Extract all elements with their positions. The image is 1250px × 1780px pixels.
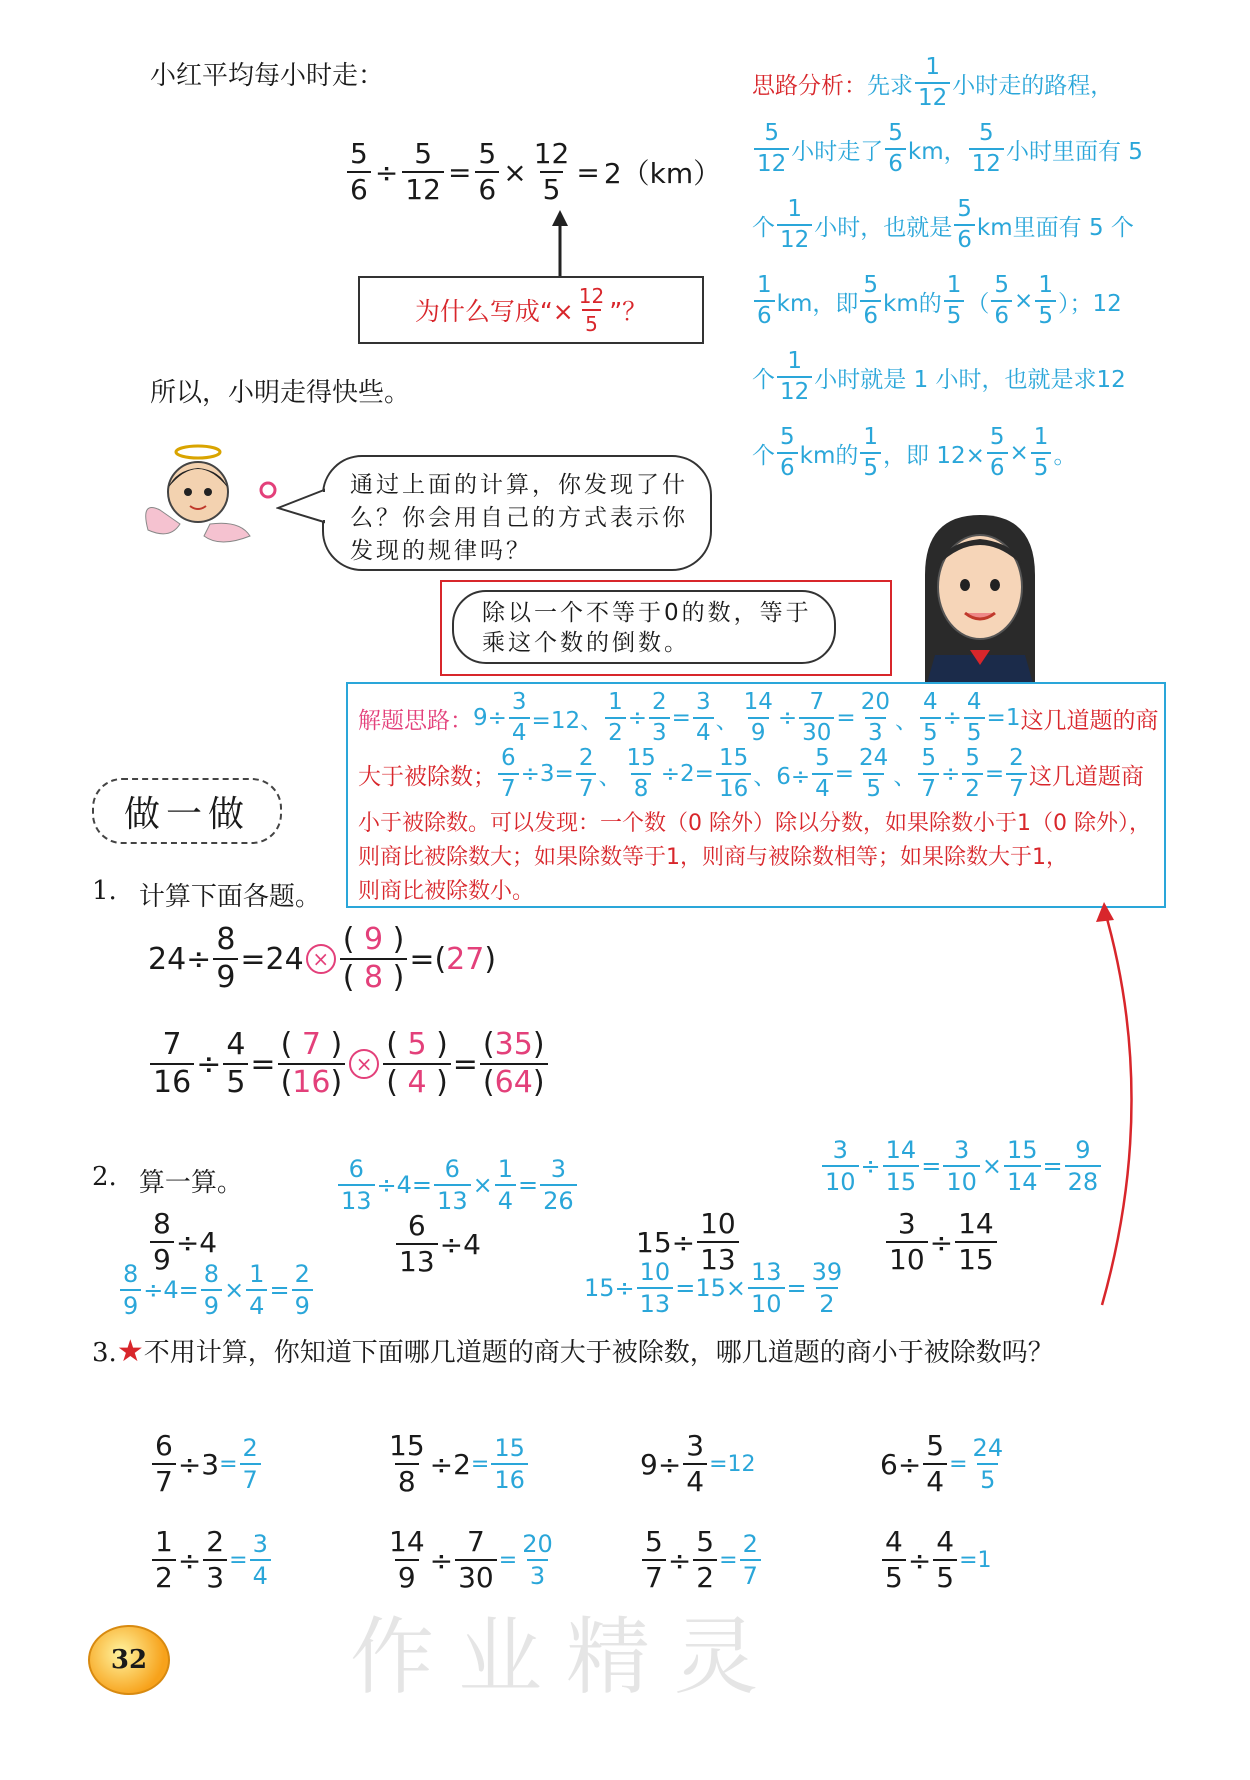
- main-calculation: $\frac{5}{6}$ ÷ $\frac{5}{12}$ = $\frac{5}{6}$ × $\frac{12}{5}$ = 2（km）: [345, 140, 723, 204]
- section-heading-zuoyizuo: 做一做: [92, 778, 282, 844]
- q2-problem-3: 15÷ $\frac{10}{13}$: [636, 1210, 741, 1274]
- question-bubble: 通过上面的计算，你发现了什么？你会用自己的方式表示你发现的规律吗？: [322, 455, 712, 571]
- q2-answer-3: 15÷ $\frac{10}{13}$ =15× $\frac{13}{10}$ = $\frac{39}{2}$: [584, 1258, 843, 1318]
- intro-text: 小红平均每小时走：: [150, 61, 385, 91]
- angel-character-image: [140, 440, 280, 550]
- q3-item-3: 9÷ $\frac{3}{4}$ =12: [640, 1429, 756, 1498]
- q1-part-a: 24÷ $\frac{8}{9}$ =24 × $\frac{( 9 )}{( 8 )}$ =( 27 ): [148, 922, 497, 995]
- q3-item-1: $\frac{6}{7}$ ÷3 = $\frac{2}{7}$: [150, 1432, 263, 1496]
- page-number-badge: [88, 1625, 170, 1695]
- q2-answer-1: $\frac{8}{9}$ ÷4= $\frac{8}{9}$ × $\frac{1}{4}$ = $\frac{2}{9}$: [118, 1262, 315, 1318]
- q1-part-b: $\frac{7}{16}$ ÷ $\frac{4}{5}$ = $\frac{( 7 )}{(16)}$ × $\frac{( 5 )}{( 4 )}$ = $\frac{(35)}{(64)}$: [148, 1030, 550, 1098]
- why-question-box: 为什么写成“× $\frac{12}{5}$ ”？: [358, 276, 704, 344]
- multiply-circle-icon: ×: [349, 1049, 379, 1079]
- bubble-tail: [276, 486, 328, 526]
- q2-answer-2: $\frac{6}{13}$ ÷4= $\frac{6}{13}$ × $\frac{1}{4}$ = $\frac{3}{26}$: [336, 1157, 579, 1213]
- q3-item-8: $\frac{4}{5}$ ÷ $\frac{4}{5}$ =1: [880, 1528, 992, 1592]
- watermark-text: 作业精灵: [350, 1608, 783, 1706]
- question-1: 1. 计算下面各题。: [92, 876, 321, 912]
- q3-item-2: $\frac{15}{8}$ ÷2 = $\frac{15}{16}$: [384, 1432, 530, 1496]
- girl-character-image: [905, 515, 1055, 690]
- q3-item-5: $\frac{1}{2}$ ÷ $\frac{2}{3}$ = $\frac{3}{4}$: [150, 1528, 273, 1592]
- question-3: 3.★不用计算，你知道下面哪几道题的商大于被除数，哪几道题的商小于被除数吗？: [92, 1334, 1054, 1369]
- q2-problem-2: $\frac{6}{13}$ ÷4: [394, 1212, 481, 1276]
- q2-problem-4: $\frac{3}{10}$ ÷ $\frac{14}{15}$: [884, 1210, 999, 1274]
- analysis-panel: 思路分析： 先求 1 12 小时走的路程， 5 12 小时走了 5 6 km， 5 12 小时里面有 5 个 1 12 小时，也就是 5 6 km里面有 5 个 1 6 km，即 5 6 km的 1 5 （ $\frac{5}{6}$ × $\frac{1}{5}$ ）；12 个 1 12 小时就是 1 小时，也就是求12 个 5 6 km的 1 5 ，即 12× $\frac{5}{6}$ × $\frac{1}{5}$ 。: [752, 54, 1143, 481]
- q2-problem-1: $\frac{8}{9}$ ÷4: [148, 1210, 217, 1274]
- curved-arrow-icon: [1090, 900, 1170, 1310]
- solution-box: 解题思路： 9÷ $\frac{3}{4}$ =12、 $\frac{1}{2}$ ÷ $\frac{2}{3}$ = $\frac{3}{4}$ 、 $\frac{14}{9}$ ÷ $\frac{7}{30}$ = $\frac{20}{3}$ 、 $\frac{4}{5}$ ÷ $\frac{4}{5}$ =1 这几道题的商 大于被除数； $\frac{6}{7}$ ÷3= $\frac{2}{7}$ 、 $\frac{15}{8}$ ÷2= $\frac{15}{16}$ 、6÷ $\frac{5}{4}$ = $\frac{24}{5}$ 、 $\frac{5}{7}$ ÷ $\frac{5}{2}$ = $\frac{2}{7}$ 这几道题商 小于被除数。可以发现：一个数（0 除外）除以分数，如果除数小于1（0 除外）， 则商比被除数大；如果除数等于1，则商与被除数相等；如果除数大于1， 则商比被除数小。: [346, 682, 1166, 908]
- q3-item-4: 6÷ $\frac{5}{4}$ = $\frac{24}{5}$: [880, 1429, 1004, 1498]
- question-2: 2. 算一算。: [92, 1162, 243, 1198]
- multiply-circle-icon: ×: [306, 944, 336, 974]
- q2-answer-4: $\frac{3}{10}$ ÷ $\frac{14}{15}$ = $\frac{3}{10}$ × $\frac{15}{14}$ = $\frac{9}{28}$: [820, 1138, 1103, 1194]
- q3-item-7: $\frac{5}{7}$ ÷ $\frac{5}{2}$ = $\frac{2}{7}$: [640, 1528, 763, 1592]
- conclusion-text: 所以，小明走得快些。: [150, 378, 411, 408]
- page-number: 32: [110, 1645, 148, 1675]
- q3-item-6: $\frac{14}{9}$ ÷ $\frac{7}{30}$ = $\frac{20}{3}$: [389, 1525, 553, 1594]
- answer-box: 除以一个不等于0的数，等于乘这个数的倒数。: [440, 580, 892, 676]
- arrow-up-icon: [548, 210, 572, 276]
- star-icon: ★: [116, 1334, 144, 1369]
